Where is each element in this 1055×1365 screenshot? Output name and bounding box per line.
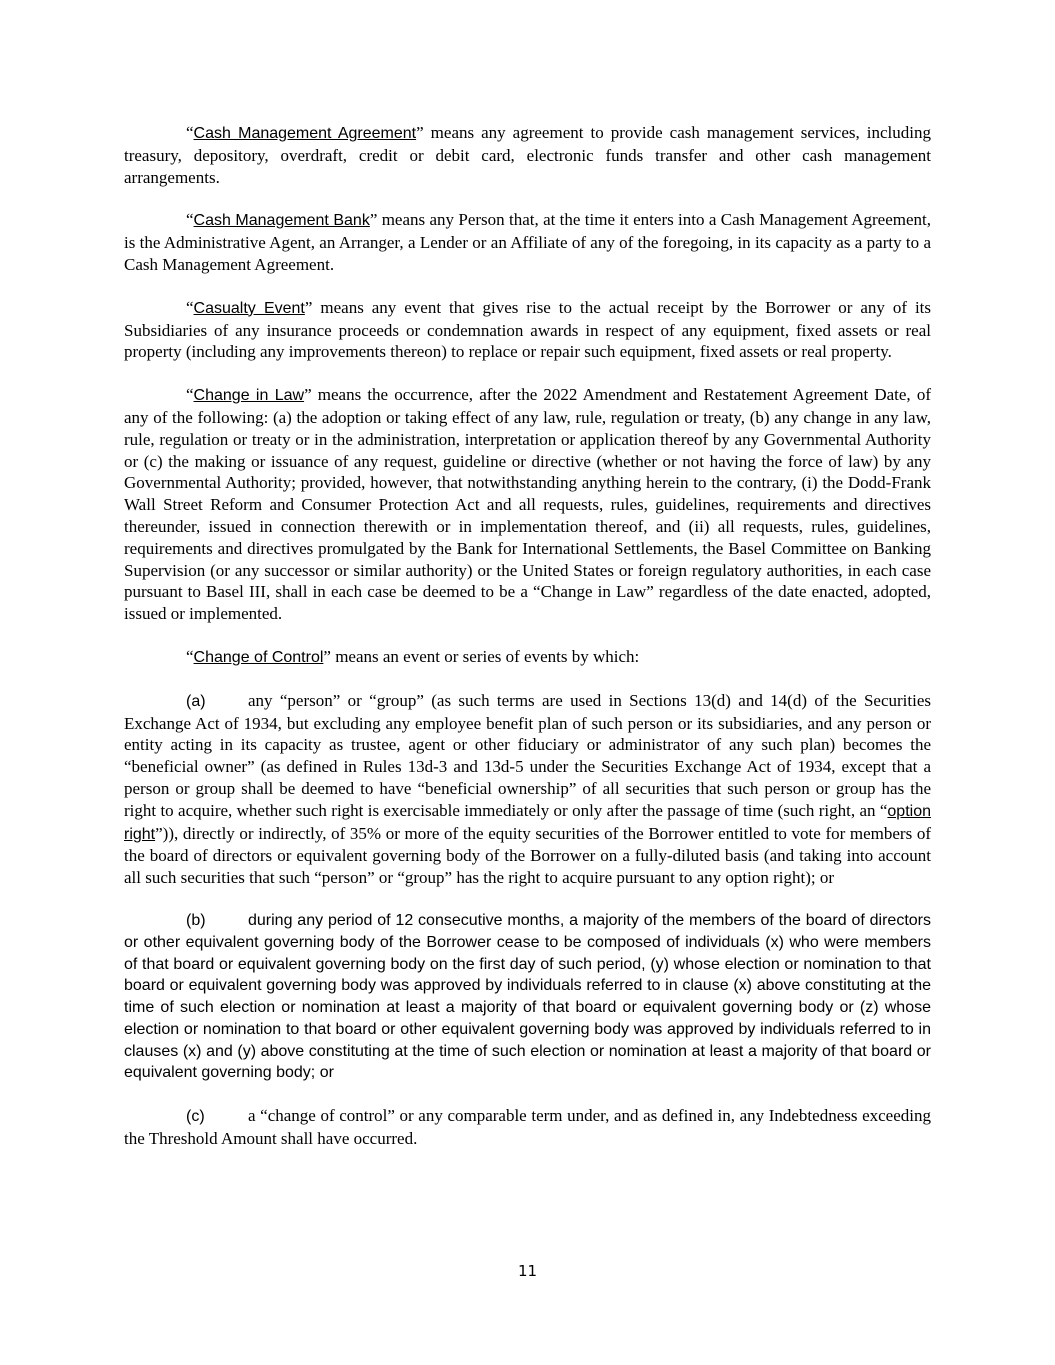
clause-text: during any period of 12 consecutive months, a majority of the members of the board of directors or other equivalent governing body of the Borrower cease to be composed of individuals (x) who were members of that board or equivalent governing body on the first day of such period, (y) whose election or nomination to that board or equivalent governing body was approved by individuals referred to in clause (x) above constituting at the time of such election or nomination at least a majority of that board or equivalent governing body or (z) whose election or nomination to that board or other equivalent governing body was approved by individuals referred to in clauses (x) and (y) above constituting at the time of such election or nomination at least a majority of that board or equivalent governing body; or (124, 911, 931, 1082)
definition-change-in-law (124, 384, 931, 625)
definition-body: ” means an event or series of events by which: (323, 646, 640, 666)
open-quote: “ (186, 123, 194, 142)
change-of-control-clause-a (124, 690, 931, 889)
open-quote: “ (186, 210, 194, 230)
clause-text: a “change of control” or any comparable term under, and as defined in, any Indebtedness exceeding the Threshold Amount shall have occurred. (124, 1106, 931, 1149)
definition-body: ” means the occurrence, after the 2022 Amendment and Restatement Agreement Date, of any of the following: (a) the adoption or taking effect of any law, rule, regulation or treaty, (b) any change in any law, rule, regulation or treaty or in the administration, interpretation or application thereof by any Governmental Authority or (c) the making or issuance of any request, guideline or directive (whether or not having the force of law) by any Governmental Authority; provided, however, that notwithstanding anything herein to the contrary, (i) the Dodd-Frank Wall Street Reform and Consumer Protection Act and all requests, rules, guidelines, requirements and directives thereunder, issued in connection therewith or in implementation thereof, and (ii) all requests, rules, guidelines, requirements and directives promulgated by the Bank for International Settlements, the Basel Committee on Banking Supervision (or any successor or similar authority) or the United States or foreign regulatory authorities, in each case pursuant to Basel III, shall in each case be deemed to be a “Change in Law” regardless of the date enacted, adopted, issued or implemented. (124, 385, 931, 624)
clause-text-continued: ”)), directly or indirectly, of 35% or more of the equity securities of the Borrower entitled to vote for members of the board of directors or equivalent governing body of the Borrower on a fully-diluted basis (and taking into account all such securities that such “person” or “group” has the right to acquire pursuant to any option right); or (124, 823, 931, 888)
clause-marker: (c) (186, 1108, 205, 1126)
definition-cash-management-agreement (124, 122, 931, 188)
defined-term: Cash Management Agreement (193, 125, 417, 142)
clause-text: any “person” or “group” (as such terms are used in Sections 13(d) and 14(d) of the Securities Exchange Act of 1934, but excluding any employee benefit plan of such person or its subsidiaries, and any person or entity acting in its capacity as trustee, agent or other fiduciary or administrator of any such plan) becomes the “beneficial owner” (as defined in Rules 13d-3 and 13d-5 under the Securities Exchange Act of 1934, except that a person or group shall be deemed to have “beneficial ownership” of all securities that such person or group has the right to acquire, whether such right is exercisable immediately or only after the passage of time (such right, an “ (124, 690, 931, 820)
definition-change-of-control (124, 646, 931, 669)
open-quote: “ (186, 646, 194, 666)
definition-body: ” means any event that gives rise to the actual receipt by the Borrower or any of its Subsidiaries of any insurance proceeds or condemnation awards in respect of any equipment, fixed assets or real property (including any improvements thereon) to replace or repair such equipment, fixed assets or real property. (124, 297, 932, 362)
open-quote: “ (186, 385, 194, 405)
definition-cash-management-bank (124, 209, 931, 275)
defined-term: Casualty Event (193, 299, 305, 317)
definition-casualty-event (124, 297, 931, 363)
open-quote: “ (186, 297, 194, 317)
definition-body: ” means any Person that, at the time it enters into a Cash Management Agreement, is the Administrative Agent, an Arranger, a Lender or an Affiliate of any of the foregoing, in its capacity as a party to a Cash Management Agreement. (124, 210, 931, 274)
defined-term: Cash Management Bank (193, 212, 370, 230)
defined-term: Change of Control (193, 648, 324, 666)
definition-body: ” means any agreement to provide cash management services, including treasury, depository, overdraft, credit or debit card, electronic funds transfer and other cash management arrangements. (124, 123, 931, 187)
change-of-control-clause-c (124, 1105, 931, 1150)
document-page (124, 122, 931, 1171)
defined-term: Change in Law (193, 387, 305, 405)
clause-marker: (a) (186, 692, 206, 710)
page-number: 11 (517, 1262, 538, 1280)
defined-term-option-right: option right (124, 802, 931, 843)
clause-marker: (b) (186, 911, 206, 929)
change-of-control-clause-b (124, 910, 931, 1084)
